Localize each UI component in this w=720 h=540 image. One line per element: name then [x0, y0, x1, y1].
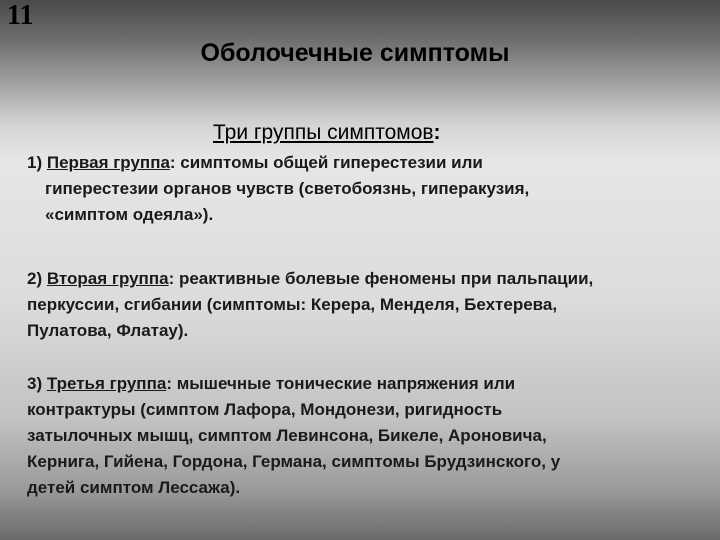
group-2-line-2: перкуссии, сгибании (симптомы: Керера, Менделя, Бехтерева,: [27, 295, 558, 314]
group-3-line-3: затылочных мышц, симптом Левинсона, Бикеле, Ароновича,: [27, 426, 547, 445]
group-2-label: Вторая группа: [46, 269, 169, 288]
slide-title: Оболочечные симптомы: [200, 39, 510, 67]
group-1-line-3: «симптом одеяла»).: [45, 205, 214, 224]
group-item-2: [27, 266, 707, 344]
group-1-line-2: гиперестезии органов чувств (светобоязнь, гиперакузия,: [45, 179, 530, 198]
group-1-line-1: : симптомы общей гиперестезии или: [169, 153, 483, 172]
group-1-label: Первая группа: [46, 153, 170, 172]
group-3-line-4: Кернига, Гийена, Гордона, Германа, симптомы Брудзинского, у: [27, 452, 561, 471]
group-2-prefix: 2): [27, 269, 47, 288]
group-1-prefix: 1): [27, 153, 47, 172]
slide-subtitle: [213, 121, 441, 144]
subtitle-text: Три группы симптомов: [213, 121, 434, 144]
group-2-line-1: : реактивные болевые феномены при пальпации,: [168, 269, 594, 288]
slide-number: 11: [7, 0, 34, 31]
group-item-1: [27, 150, 707, 228]
group-item-3: [27, 371, 707, 501]
group-3-label: Третья группа: [46, 374, 167, 393]
group-2-line-3: Пулатова, Флатау).: [27, 321, 189, 340]
group-3-line-1: : мышечные тонические напряжения или: [166, 374, 516, 393]
group-3-line-2: контрактуры (симптом Лафора, Мондонези, ригидность: [27, 400, 503, 419]
subtitle-colon: :: [433, 121, 441, 144]
group-3-prefix: 3): [27, 374, 47, 393]
group-3-line-5: детей симптом Лессажа).: [27, 478, 241, 497]
